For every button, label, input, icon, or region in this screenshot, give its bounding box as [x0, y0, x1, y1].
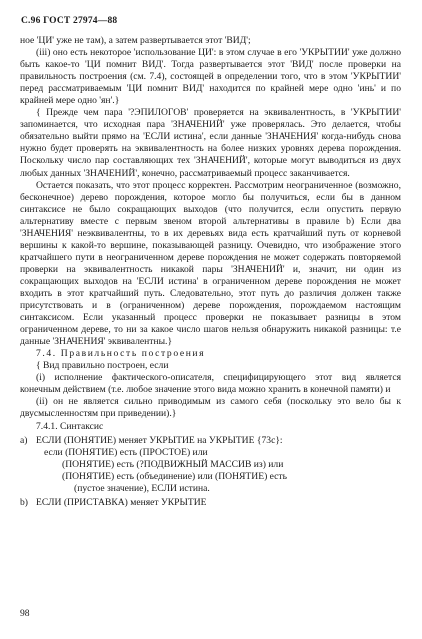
rule-line: (ПОНЯТИЕ) есть (объединение) или (ПОНЯТИЕ) есть: [62, 470, 287, 482]
rule-line: (пустое значение), ЕСЛИ истина.: [74, 482, 210, 494]
paragraph: ное 'ЦИ' уже не там), а затем развертывается этот 'ВИД';: [20, 35, 251, 46]
paragraph: { Прежде чем пара '?ЭПИЛОГОВ' проверяется на эквивалентность, в 'УКРЫТИИ' запоминается, что исходная пара 'ЗНАЧЕНИЙ' уже проверялась. Это делается, чтобы обязательно выйти прямо на 'ЕСЛИ истина', если данные 'ЗНАЧЕНИЯ' когда-нибудь снова нужно будет проверять на эквивалентность на более низких уровнях дерева порождения. Поскольку число пар составляющих тех 'ЗНАЧЕНИЙ', которые могут выводиться из двух любых данных 'ЗНАЧЕНИЙ', конечно, рассматриваемый процесс заканчивается.: [20, 107, 401, 179]
rule-line: (ПОНЯТИЕ) есть (?ПОДВИЖНЫЙ МАССИВ из) или: [62, 458, 284, 470]
section-heading: 7.4. Правильность построения: [36, 348, 206, 360]
rule-line: ЕСЛИ (ПОНЯТИЕ) меняет УКРЫТИЕ на УКРЫТИЕ {73c}:: [36, 434, 283, 446]
paragraph: (i) исполнение фактического-описателя, специфицирующего этот вид является конечным действием (т.е. любое значение этого вида можно хранить в конечной памяти) и: [20, 372, 401, 396]
paragraph: Остается показать, что этот процесс корректен. Рассмотрим неограниченное (возможно, бесконечное) дерево порождения, которое могло бы получиться, если бы в данном синтаксисе не было сокращающих выходов (что получится, если опустить первую альтернативу вместе с первым звеном второй альтернативы в правиле b) Если два 'ЗНАЧЕНИЯ' неэквивалентны, то в их деревьях вида есть кратчайший путь от корневой вершины к какой-то вершине, показывающей разницу. Очевидно, что изображение этого кратчайшего пути в неограниченном дереве порождения не может содержать повторяемой проверки на эквивалентность никакой пары 'ЗНАЧЕНИЙ' и, значит, ни один из сокращающих выходов на 'ЕСЛИ истина' в ограниченном дереве порождения не может входить в этот кратчайший путь. Следовательно, этот путь до различия должен также присутствовать и в (ограниченном) дереве порождения, порождаемом настоящим синтаксисом. Если указанный процесс проверки не показывает разницы в этом ограниченном дереве, то ни за какое число шагов нельзя обнаружить никакой разницы: т.е данные 'ЗНАЧЕНИЯ' эквивалентны.}: [20, 179, 401, 348]
rule-label: b): [20, 496, 28, 508]
paragraph: (ii) он не является сильно приводимым из самого себя (поскольку это вело бы к двусмысленностям при приведении).}: [20, 396, 401, 420]
paragraph: (iii) оно есть некоторое 'использование ЦИ': в этом случае в его 'УКРЫТИИ' уже должно быть какое-то 'ЦИ помнит ВИД'. Тогда развертывается этот 'ВИД' после проверки на правильность построения (см. 7.4), состоящей в определении того, что в этом 'УКРЫТИИ' перед рассматриваемым 'ЦИ помнит ВИД' находится по крайней мере одно 'инь' и по крайней мере одно 'ян'.}: [20, 47, 401, 107]
page-number: 98: [20, 608, 30, 619]
body-text: [20, 35, 401, 509]
rule-line: ЕСЛИ (ПРИСТАВКА) меняет УКРЫТИЕ: [36, 496, 207, 508]
syntax-rule-b: [20, 497, 401, 509]
rule-label: a): [20, 434, 28, 446]
running-header: С.96 ГОСТ 27974—88: [21, 16, 118, 26]
rule-line: если (ПОНЯТИЕ) есть (ПРОСТОЕ) или: [44, 446, 208, 458]
paragraph: { Вид правильно построен, если: [36, 360, 169, 372]
syntax-rule-a: [20, 435, 401, 495]
subsection-heading: 7.4.1. Синтаксис: [36, 420, 104, 432]
